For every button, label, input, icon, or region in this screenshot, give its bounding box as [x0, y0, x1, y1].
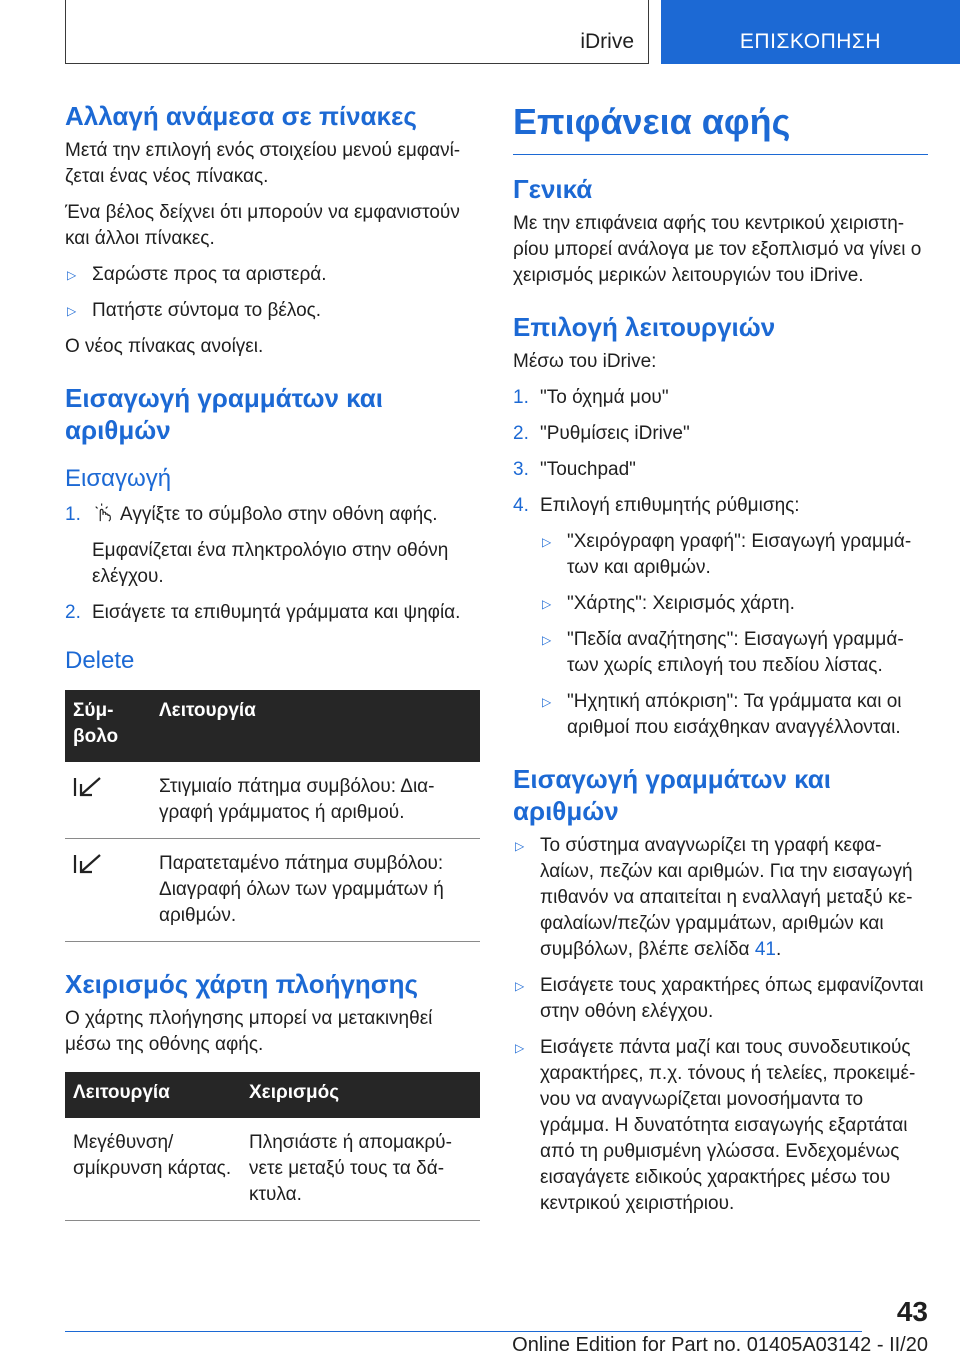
list-item: [65, 502, 480, 528]
page-title: Επιφάνεια αφής: [513, 100, 928, 155]
paragraph: Ο χάρτης πλοήγησης μπορεί να μετακινηθεί μέσω της οθόνης αφής.: [65, 1008, 433, 1055]
table-header-row: [65, 690, 480, 762]
list-item: [513, 529, 928, 581]
step-number: 1.: [513, 387, 529, 408]
list-item: [65, 298, 480, 324]
triangle-right-icon: ▷: [542, 633, 552, 647]
table-row: [65, 762, 480, 839]
list-item-text: Εισάγετε τα επιθυμητά γράμματα και ψηφία.: [92, 602, 461, 623]
list-item: [513, 385, 928, 411]
delete-arrow-icon: [73, 776, 103, 798]
step-number: 2.: [65, 602, 81, 623]
text-span: .: [775, 939, 782, 960]
table-cell: Παρατεταμένο πάτημα συμβόλου: Διαγραφή όλων των γραμμάτων ή αριθμών.: [151, 839, 480, 942]
left-column: [65, 100, 480, 1221]
table-cell: Πλησιάστε ή απομακρύνετε μεταξύ τους τα δάκτυλα.: [241, 1118, 480, 1221]
right-column: [513, 100, 928, 1227]
list-item: [513, 627, 928, 679]
triangle-right-icon: ▷: [515, 979, 525, 993]
list-item: [513, 973, 928, 1025]
table-row: [65, 839, 480, 942]
text-span: Το σύστημα αναγνωρίζει τη γραφή κεφαλαίων, πεζών και αριθμών. Για την εισαγωγή πιθανόν να απαιτείται η εναλλαγή μεταξύ κεφαλαίων/πεζών γραμμάτων, αριθμών και συμβόλων, βλέπε σελίδα: [540, 835, 913, 960]
list-item: [513, 833, 928, 963]
triangle-right-icon: ▷: [515, 839, 525, 853]
heading-input-letters: Εισαγωγή γραμμάτων και αριθμών: [65, 383, 384, 445]
table-cell: [65, 839, 151, 942]
page-number: 43: [896, 1296, 928, 1327]
list-item: [513, 1035, 928, 1217]
list-item-text: [540, 833, 928, 963]
list-item-text: "Touchpad": [540, 459, 636, 480]
list-item: [65, 262, 480, 288]
delete-table: [65, 690, 480, 942]
step-number: 2.: [513, 423, 529, 444]
table-cell: Στιγμιαίο πάτημα συμβόλου: Διαγραφή γράμματος ή αριθμού.: [151, 762, 480, 839]
list-item-text: Πατήστε σύντομα το βέλος.: [92, 300, 322, 321]
paragraph: Ο νέος πίνακας ανοίγει.: [65, 336, 264, 357]
list-item-text: Εισάγετε πάντα μαζί και τους συνοδευτικούς χαρακτήρες, π.χ. τόνους ή τελείες, προκειμένου να αναγνωρίζεται μονοσήμαντα το γράμμα. Η δυνατότητα εισαγωγής εξαρτάται από τη ρυθμισμένη γλώσσα. Ενδεχομένως εισαγάγετε ειδικούς χαρακτήρες μέσω του κεντρικού χειριστήριου.: [540, 1037, 916, 1214]
step-sub-text: Εμφανίζεται ένα πληκτρολόγιο στην οθόνη ελέγχου.: [92, 540, 449, 587]
list-item-text: "Χειρόγραφη γραφή": Εισαγωγή γραμμάτων και αριθμών.: [567, 531, 912, 578]
list-item-text: "Ρυθμίσεις iDrive": [540, 423, 690, 444]
triangle-right-icon: ▷: [515, 1041, 525, 1055]
table-header-cell: Χειρισμός: [241, 1072, 480, 1118]
page-link[interactable]: 41: [754, 939, 776, 960]
step-number: 1.: [65, 504, 81, 525]
list-item-text: Σαρώστε προς τα αριστερά.: [92, 264, 327, 285]
heading-map-operation: Χειρισμός χάρτη πλοήγησης: [65, 969, 418, 999]
list-item: [513, 689, 928, 741]
header-chapter-box: [661, 0, 960, 64]
heading-select-functions: Επιλογή λειτουργιών: [513, 312, 776, 342]
subheading-delete: Delete: [65, 647, 135, 674]
step-number: 3.: [513, 459, 529, 480]
table-row: [65, 1118, 480, 1221]
paragraph: Με την επιφάνεια αφής του κεντρικού χειριστηρίου μπορεί ανάλογα με τον εξοπλισμό να γίνει ο χειρισμός μερικών λειτουργιών του iDrive.: [513, 213, 922, 286]
page-header: [0, 0, 960, 66]
triangle-right-icon: ▷: [67, 268, 77, 282]
table-cell: Μεγέθυνση/ σμίκρυνση κάρτας.: [65, 1118, 241, 1221]
table-header-cell: Λειτουργία: [151, 690, 480, 762]
list-item: [513, 421, 928, 447]
triangle-right-icon: ▷: [542, 695, 552, 709]
list-item-text: "Χάρτης": Χειρισμός χάρτη.: [567, 593, 795, 614]
list-item: [513, 493, 928, 519]
header-chapter-label: ΕΠΙΣΚΟΠΗΣΗ: [739, 30, 882, 53]
table-header-cell: Σύμβολο: [65, 690, 151, 762]
list-item-text: Εισάγετε τους χαρακτήρες όπως εμφανίζονται στην οθόνη ελέγχου.: [540, 975, 924, 1022]
footer-edition: Online Edition for Part no. 01405A03142 - II/20: [512, 1334, 928, 1356]
map-table: [65, 1072, 480, 1221]
list-item-text: "Το όχημά μου": [540, 387, 669, 408]
list-item: [513, 457, 928, 483]
paragraph: Μετά την επιλογή ενός στοιχείου μενού εμφανίζεται ένας νέος πίνακας.: [65, 140, 461, 187]
heading-input-letters-touchpad: Εισαγωγή γραμμάτων και αριθμών: [513, 764, 832, 826]
step-number: 4.: [513, 495, 529, 516]
list-item-text: [92, 502, 480, 528]
heading-switch-panels: Αλλαγή ανάμεσα σε πίνακες: [65, 101, 417, 131]
table-header-cell: Λειτουργία: [65, 1072, 241, 1118]
list-item-text: "Πεδία αναζήτησης": Εισαγωγή γραμμάτων χωρίς επιλογή του πεδίου λίστας.: [567, 629, 904, 676]
paragraph: Μέσω του iDrive:: [513, 351, 657, 372]
list-item-text: "Ηχητική απόκριση": Τα γράμματα και οι αριθμοί που εισάχθηκαν αναγγέλλονται.: [567, 691, 902, 738]
delete-arrow-icon: [73, 853, 103, 875]
header-section-label: iDrive: [580, 30, 634, 53]
paragraph: Ένα βέλος δείχνει ότι μπορούν να εμφανιστούν και άλλοι πίνακες.: [65, 202, 460, 249]
heading-general: Γενικά: [513, 174, 593, 204]
footer-divider: [65, 1331, 862, 1332]
triangle-right-icon: ▷: [67, 304, 77, 318]
table-header-row: [65, 1072, 480, 1118]
touch-hand-icon: [92, 503, 114, 523]
step-text: Αγγίξτε το σύμβολο στην οθόνη αφής.: [120, 504, 438, 525]
table-cell: [65, 762, 151, 839]
list-item-text: Επιλογή επιθυμητής ρύθμισης:: [540, 495, 800, 516]
triangle-right-icon: ▷: [542, 597, 552, 611]
list-item: [513, 591, 928, 617]
list-item: [65, 600, 480, 626]
header-section-box: [65, 0, 649, 64]
subheading-input: Εισαγωγή: [65, 465, 172, 492]
triangle-right-icon: ▷: [542, 535, 552, 549]
